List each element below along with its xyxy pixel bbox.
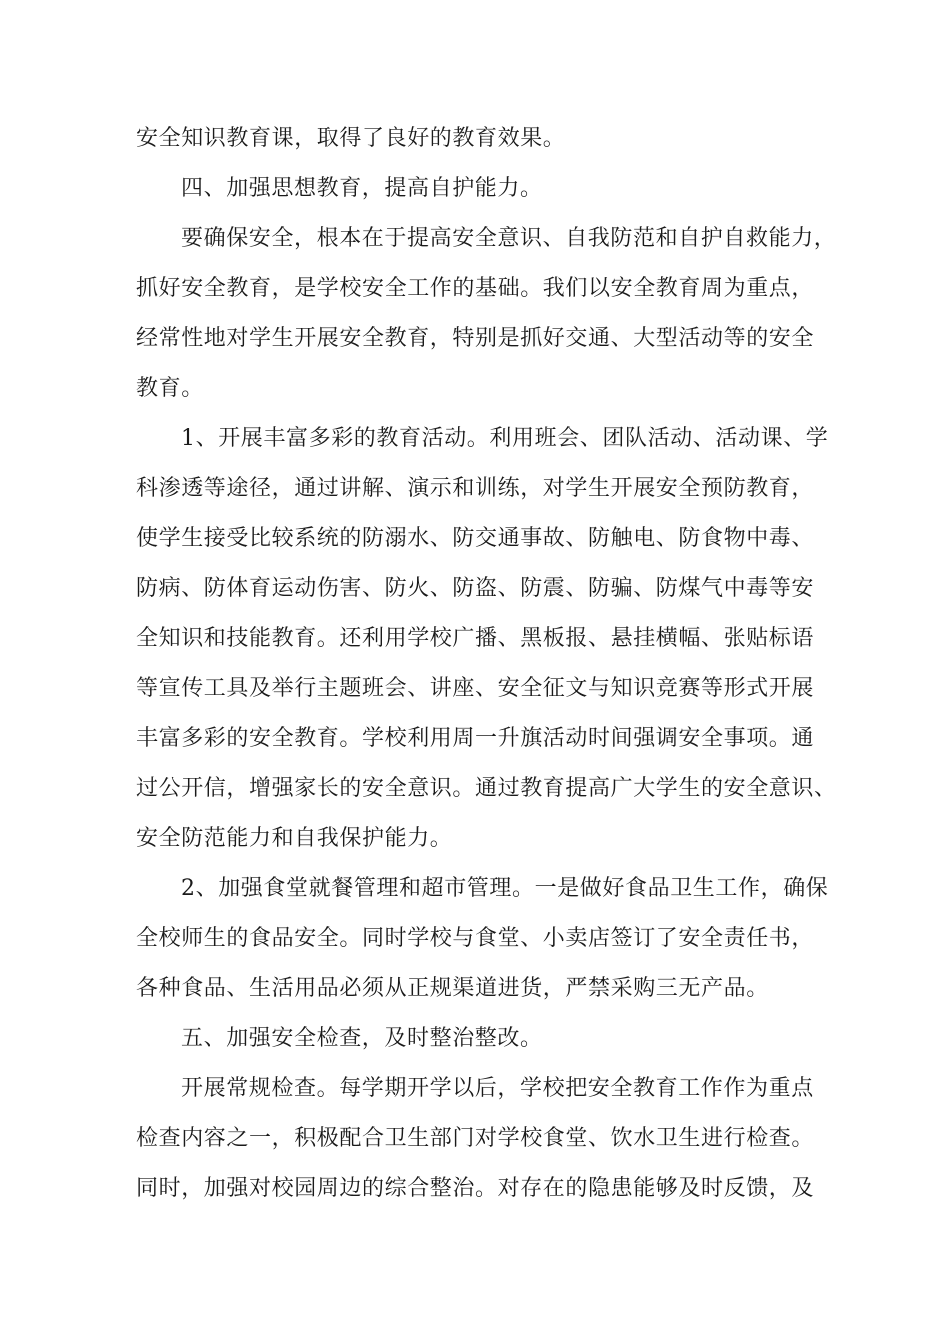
text-line: 开展常规检查。每学期开学以后，学校把安全教育工作作为重点 xyxy=(181,1076,814,1101)
text-line: 丰富多彩的安全教育。学校利用周一升旗活动时间强调安全事项。通 xyxy=(136,726,815,751)
text-line: 防病、防体育运动伤害、防火、防盗、防震、防骗、防煤气中毒等安 xyxy=(136,576,815,601)
text-line: 各种食品、生活用品必须从正规渠道进货，严禁采购三无产品。 xyxy=(136,976,769,1001)
text-line: 全校师生的食品安全。同时学校与食堂、小卖店签订了安全责任书， xyxy=(136,926,815,951)
text-line: 教育。 xyxy=(136,376,204,401)
text-line: 1、开展丰富多彩的教育活动。利用班会、团队活动、活动课、学 xyxy=(181,426,829,451)
text-line: 过公开信，增强家长的安全意识。通过教育提高广大学生的安全意识、 xyxy=(136,776,837,801)
text-line: 使学生接受比较系统的防溺水、防交通事故、防触电、防食物中毒、 xyxy=(136,526,815,551)
text-line: 2、加强食堂就餐管理和超市管理。一是做好食品卫生工作，确保 xyxy=(181,876,829,901)
text-line: 安全防范能力和自我保护能力。 xyxy=(136,826,453,851)
text-line: 检查内容之一，积极配合卫生部门对学校食堂、饮水卫生进行检查。 xyxy=(136,1126,815,1151)
text-line: 经常性地对学生开展安全教育，特别是抓好交通、大型活动等的安全 xyxy=(136,326,815,351)
section-heading: 五、加强安全检查，及时整治整改。 xyxy=(181,1026,543,1051)
section-heading: 四、加强思想教育，提高自护能力。 xyxy=(181,176,543,201)
text-line: 安全知识教育课，取得了良好的教育效果。 xyxy=(136,126,566,151)
text-line: 全知识和技能教育。还利用学校广播、黑板报、悬挂横幅、张贴标语 xyxy=(136,626,815,651)
text-line: 等宣传工具及举行主题班会、讲座、安全征文与知识竞赛等形式开展 xyxy=(136,676,815,701)
text-line: 科渗透等途径，通过讲解、演示和训练，对学生开展安全预防教育， xyxy=(136,476,815,501)
text-line: 要确保安全，根本在于提高安全意识、自我防范和自护自救能力， xyxy=(181,226,837,251)
text-line: 同时，加强对校园周边的综合整治。对存在的隐患能够及时反馈，及 xyxy=(136,1176,815,1201)
text-line: 抓好安全教育，是学校安全工作的基础。我们以安全教育周为重点， xyxy=(136,276,815,301)
